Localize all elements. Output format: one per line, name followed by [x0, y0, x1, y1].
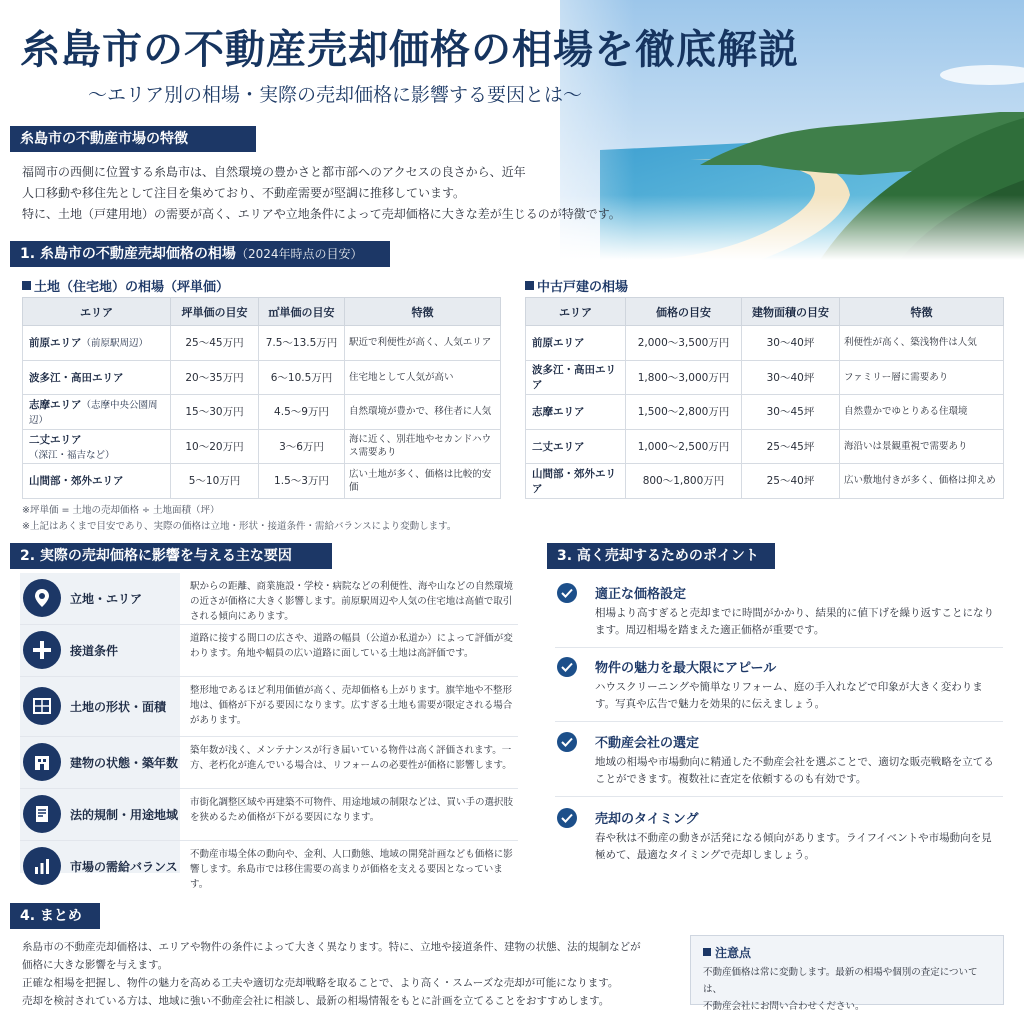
table-row: 前原エリア（前原駅周辺） 25〜45万円 7.5〜13.5万円 駅近で利便性が高く、人気エリア — [23, 326, 501, 361]
section1-heading: 1. 糸島市の不動産売却価格の相場（2024年時点の目安） — [10, 241, 390, 267]
caution-text: 不動産価格は常に変動します。最新の相場や個別の査定については、 不動産会社にお問い合わせください。 — [703, 967, 978, 1012]
intro-text — [22, 162, 622, 225]
factor-market-balance: 市場の需給バランス 不動産市場全体の動向や、金利、人口動態、地域の開発計画なども価格に影響します。糸島市では移住需要の高まりが価格を支える要因となっています。 — [20, 841, 518, 893]
section3-heading: 3. 高く売却するためのポイント — [547, 543, 775, 569]
table-row: 志摩エリア（志摩中央公園周辺） 15〜30万円 4.5〜9万円 自然環境が豊かで、移住者に人気 — [23, 395, 501, 430]
land-header-sqm: ㎡単価の目安 — [259, 298, 345, 326]
house-price-table — [525, 297, 1004, 499]
intro-heading: 糸島市の不動産市場の特徴 — [10, 126, 256, 152]
table-row: 二丈エリア 1,000〜2,500万円 25〜45坪 海沿いは景観重視で需要あり — [526, 429, 1004, 464]
land-header-feature: 特徴 — [345, 298, 501, 326]
road-icon — [23, 631, 61, 669]
table-row: 山間部・郊外エリア 5〜10万円 1.5〜3万円 広い土地が多く、価格は比較的安価 — [23, 464, 501, 499]
table-row: 波多江・高田エリア 20〜35万円 6〜10.5万円 住宅地として人気が高い — [23, 360, 501, 395]
check-icon — [557, 657, 577, 677]
check-icon — [557, 583, 577, 603]
house-header-area: エリア — [526, 298, 626, 326]
house-table-caption: 中古戸建の相場 — [525, 276, 628, 295]
building-icon — [23, 743, 61, 781]
land-price-table — [22, 297, 501, 499]
page-title: 糸島市の不動産売却価格の相場を徹底解説 — [20, 26, 799, 73]
section4-heading: 4. まとめ — [10, 903, 100, 929]
house-header-price: 価格の目安 — [626, 298, 742, 326]
summary-text: 糸島市の不動産売却価格は、エリアや物件の条件によって大きく異なります。特に、立地や接道条件、建物の状態、法的規制などが 価格に大きな影響を与えます。 正確な相場を把握し、物件の魅力を高める工夫や適切な売却戦略を取ることで、より高く・スムーズな売却が可能になります。 売却を検討されている方は、地域に強い不動産会社に相談し、最新の相場情報をもとに計画を立てることをおすすめします。 — [22, 941, 641, 1007]
point-appeal: 物件の魅力を最大限にアピール ハウスクリーニングや簡単なリフォーム、庭の手入れなどで印象が大きく変わります。写真や広告で魅力を効果的に伝えましょう。 — [555, 654, 1003, 722]
intro-line: 人口移動や移住先として注目を集めており、不動産需要が堅調に推移しています。 — [22, 186, 466, 200]
table-row: 志摩エリア 1,500〜2,800万円 30〜45坪 自然豊かでゆとりある住環境 — [526, 395, 1004, 430]
table-row: 波多江・高田エリア 1,800〜3,000万円 30〜40坪 ファミリー層に需要あり — [526, 360, 1004, 395]
table-row: 二丈エリア（深江・福吉など） 10〜20万円 3〜6万円 海に近く、別荘地やセカンドハウス需要あり — [23, 429, 501, 464]
map-pin-icon — [23, 579, 61, 617]
section2-heading: 2. 実際の売却価格に影響を与える主な要因 — [10, 543, 332, 569]
factor-land-shape: 土地の形状・面積 整形地であるほど利用価値が高く、売却価格も上がります。旗竿地や不整形地は、価格が下がる要因になります。広すぎる土地も需要が限定される場合があります。 — [20, 677, 518, 737]
intro-line: 特に、土地（戸建用地）の需要が高く、エリアや立地条件によって売却価格に大きな差が生じるのが特徴です。 — [22, 207, 621, 221]
document-icon — [23, 795, 61, 833]
point-pricing: 適正な価格設定 相場より高すぎると売却までに時間がかかり、結果的に値下げを繰り返すことになります。周辺相場を踏まえた適正価格が重要です。 — [555, 580, 1003, 648]
land-header-area: エリア — [23, 298, 171, 326]
intro-line: 福岡市の西側に位置する糸島市は、自然環境の豊かさと都市部へのアクセスの良さから、近年 — [22, 165, 526, 179]
caution-box — [690, 935, 1004, 1012]
point-agent-selection: 不動産会社の選定 地域の相場や市場動向に精通した不動産会社を選ぶことで、適切な販売戦略を立てることができます。複数社に査定を依頼するのも有効です。 — [555, 729, 1003, 797]
check-icon — [557, 732, 577, 752]
bar-chart-icon — [23, 847, 61, 885]
land-header-tsubo: 坪単価の目安 — [171, 298, 259, 326]
house-header-size: 建物面積の目安 — [742, 298, 840, 326]
check-icon — [557, 808, 577, 828]
factor-location: 立地・エリア 駅からの距離、商業施設・学校・病院などの利便性、海や山などの自然環境の近さが価格に大きく影響します。前原駅周辺や人気の住宅地は高値で取引される傾向にあります。 — [20, 573, 518, 625]
table-row: 山間部・郊外エリア 800〜1,800万円 25〜40坪 広い敷地付きが多く、価格は抑えめ — [526, 464, 1004, 499]
factor-legal-regulation: 法的規制・用途地域 市街化調整区域や再建築不可物件、用途地域の制限などは、買い手の選択肢を狭めるため価格が下がる要因になります。 — [20, 789, 518, 841]
caution-title: 注意点 — [715, 946, 752, 960]
factor-road-access: 接道条件 道路に接する間口の広さや、道路の幅員（公道か私道か）によって評価が変わります。角地や幅員の広い道路に面している土地は高評価です。 — [20, 625, 518, 677]
table-row: 前原エリア 2,000〜3,500万円 30〜40坪 利便性が高く、築浅物件は人気 — [526, 326, 1004, 361]
factor-building-condition: 建物の状態・築年数 築年数が浅く、メンテナンスが行き届いている物件は高く評価されます。一方、老朽化が進んでいる場合は、リフォームの必要性が価格に影響します。 — [20, 737, 518, 789]
table-notes: ※坪単価 = 土地の売却価格 ÷ 土地面積（坪） ※上記はあくまで目安であり、実際の価格は立地・形状・接道条件・需給バランスにより変動します。 — [22, 505, 457, 532]
page-subtitle: 〜エリア別の相場・実際の売却価格に影響する要因とは〜 — [88, 84, 583, 106]
land-table-caption: 土地（住宅地）の相場（坪単価） — [22, 276, 229, 295]
point-timing: 売却のタイミング 春や秋は不動産の動きが活発になる傾向があります。ライフイベントや市場動向を見極めて、最適なタイミングで売却しましょう。 — [555, 805, 1003, 871]
land-shape-icon — [23, 687, 61, 725]
house-header-feature: 特徴 — [840, 298, 1004, 326]
